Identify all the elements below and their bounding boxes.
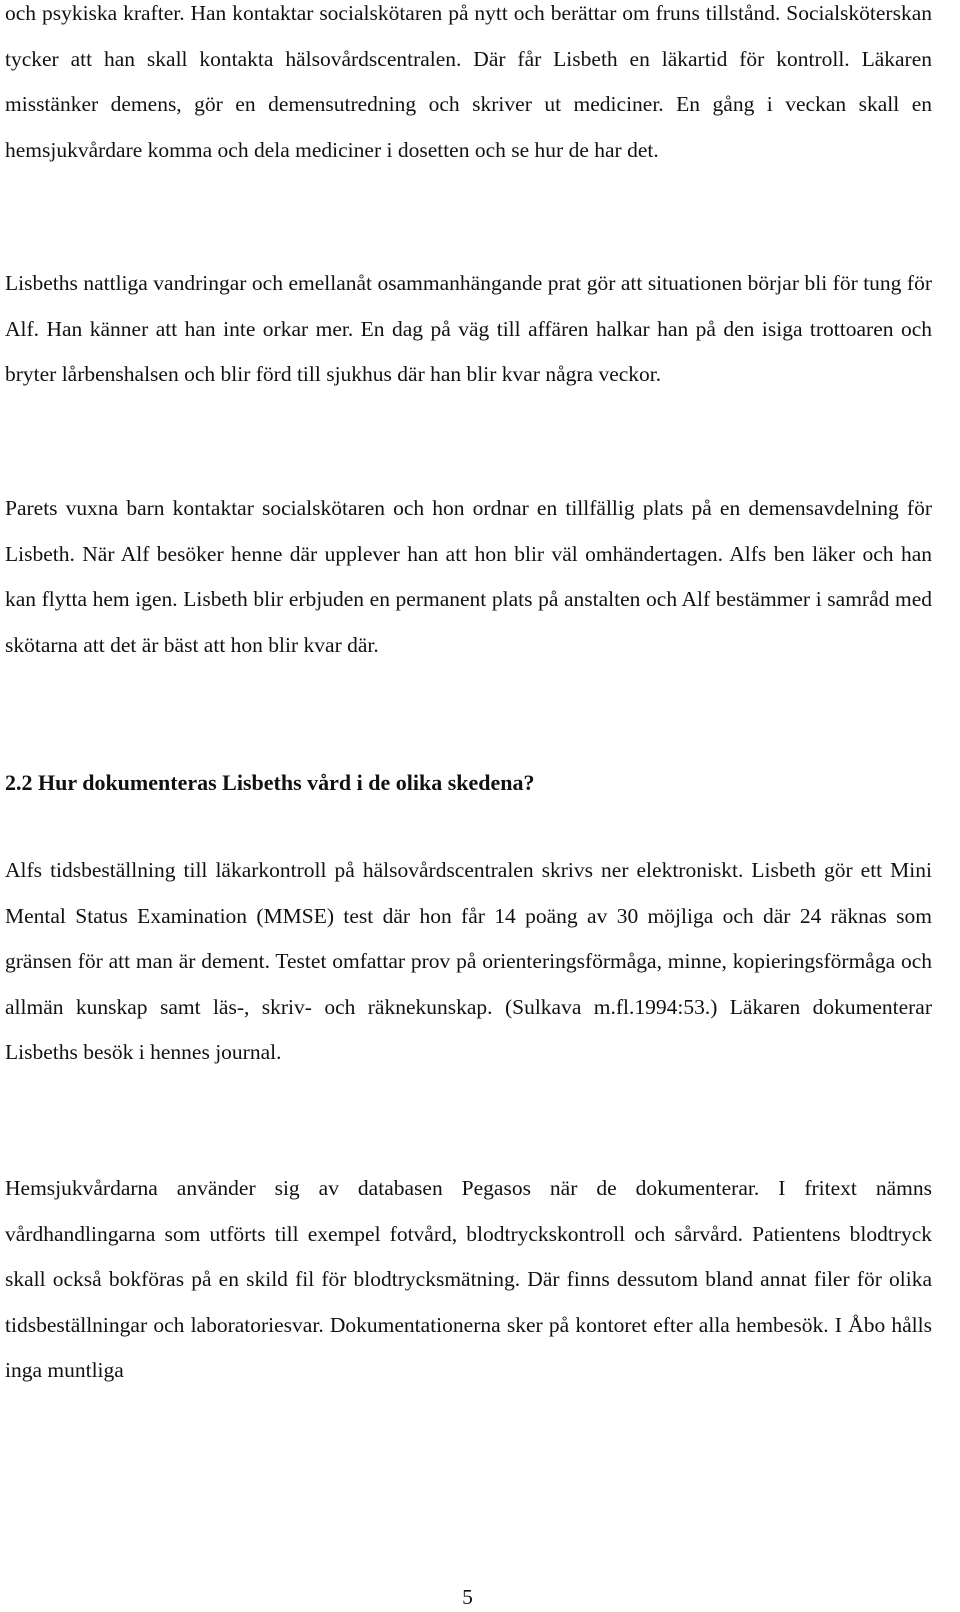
- page-number: 5: [462, 1585, 473, 1609]
- paragraph-dementia-ward: Parets vuxna barn kontaktar socialskötaren och hon ordnar en tillfällig plats på en demensavdelning för Lisbeth. När Alf besöker henne där upplever han att hon blir väl omhändertagen. Alfs ben läker och han kan flytta hem igen. Lisbeth blir erbjuden en permanent plats på anstalten och Alf bestämmer i samråd med skötarna att det är bäst att hon blir kvar där.: [5, 496, 932, 657]
- section-heading: 2.2 Hur dokumenteras Lisbeths vård i de olika skedena?: [5, 770, 535, 795]
- paragraph-situation-intro: och psykiska krafter. Han kontaktar socialskötaren på nytt och berättar om fruns tillstånd. Socialsköterskan tycker att han skall kontakta hälsovårdscentralen. Där får Lisbeth en läkartid för kontroll. Läkaren misstänker demens, gör en demensutredning och skriver ut mediciner. En gång i veckan skall en hemsjukvårdare komma och dela mediciner i dosetten och se hur de har det.: [5, 1, 932, 162]
- paragraph-home-care-documentation: Hemsjukvårdarna använder sig av databasen Pegasos när de dokumenterar. I fritext nämns vårdhandlingarna som utförts till exempel fotvård, blodtryckskontroll och sårvård. Patientens blodtryck skall också bokföras på en skild fil för blodtrycksmätning. Där finns dessutom bland annat filer för olika tidsbeställningar och laboratoriesvar. Dokumentationerna sker på kontoret efter alla hembesök. I Åbo hålls inga muntliga: [5, 1176, 932, 1382]
- paragraph-alf-accident: Lisbeths nattliga vandringar och emellanåt osammanhängande prat gör att situationen börjar bli för tung för Alf. Han känner att han inte orkar mer. En dag på väg till affären halkar han på den isiga trottoaren och bryter lårbenshalsen och blir förd till sjukhus där han blir kvar några veckor.: [5, 271, 932, 386]
- paragraph-mmse-test: Alfs tidsbeställning till läkarkontroll på hälsovårdscentralen skrivs ner elektroniskt. Lisbeth gör ett Mini Mental Status Examination (MMSE) test där hon får 14 poäng av 30 möjliga och där 24 räknas som gränsen för att man är dement. Testet omfattar prov på orienteringsförmåga, minne, kopieringsförmåga och allmän kunskap samt läs-, skriv- och räknekunskap. (Sulkava m.fl.1994:53.) Läkaren dokumenterar Lisbeths besök i hennes journal.: [5, 858, 932, 1064]
